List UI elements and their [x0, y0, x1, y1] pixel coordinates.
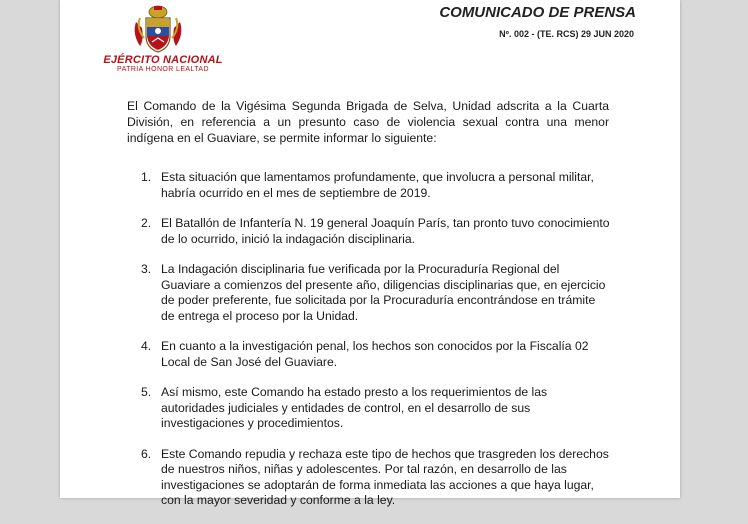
statement-list: [141, 170, 611, 524]
item-text: El Batallón de Infantería N. 19 general Joaquín París, tan pronto tuvo conocimiento de lo ocurrido, inició la indagación disciplinaria.: [161, 216, 610, 246]
intro-paragraph: El Comando de la Vigésima Segunda Brigada de Selva, Unidad adscrita a la Cuarta División, en referencia a un presunto caso de violencia sexual contra una menor indígena en el Guaviare, se permite informar lo siguiente:: [127, 99, 609, 145]
item-text: Así mismo, este Comando ha estado presto a los requerimientos de las autoridades judiciales y entidades de control, en el desarrollo de sus investigaciones y procedimientos.: [161, 385, 548, 430]
item-text: La Indagación disciplinaria fue verificada por la Procuraduría Regional del Guaviare a comienzos del presente año, diligencias disciplinarias que, en ejercicio de poder preferente, fue solicitada por la Procuraduría encontrándose en trámite de entrega el proceso por la Unidad.: [161, 262, 606, 323]
item-text: Este Comando repudia y rechaza este tipo de hechos que trasgreden los derechos de nuestros niños, niñas y adolescentes. Por tal razón, en desarrollo de las investigaciones se adoptarán de forma inmediata las acciones a que haya lugar, con la mayor severidad y conforme a la ley.: [161, 446, 609, 507]
army-name: EJÉRCITO NACIONAL: [103, 54, 223, 66]
list-item: [141, 216, 611, 247]
document-page: [60, 0, 680, 507]
document-title: COMUNICADO DE PRENSA: [439, 4, 636, 21]
item-number: 5.: [141, 385, 152, 399]
army-motto: PATRIA HONOR LEALTAD: [117, 66, 209, 73]
item-number: 4.: [141, 339, 152, 353]
item-number: 2.: [141, 216, 152, 230]
list-item: [141, 262, 611, 324]
item-number: 3.: [141, 262, 152, 276]
list-item: [141, 339, 611, 370]
item-text: En cuanto a la investigación penal, los hechos son conocidos por la Fiscalía 02 Local de San José del Guaviare.: [161, 339, 589, 369]
list-item: [141, 385, 611, 432]
list-item: [141, 170, 611, 201]
item-text: Esta situación que lamentamos profundamente, que involucra a personal militar, habría ocurrido en el mes de septiembre de 2019.: [161, 170, 594, 200]
item-number: 6.: [141, 446, 152, 461]
army-crest-icon: [132, 4, 184, 54]
item-number: 1.: [141, 170, 152, 184]
list-item: [141, 447, 611, 509]
document-number: Nº. 002 - (TE. RCS) 29 JUN 2020: [499, 29, 634, 39]
